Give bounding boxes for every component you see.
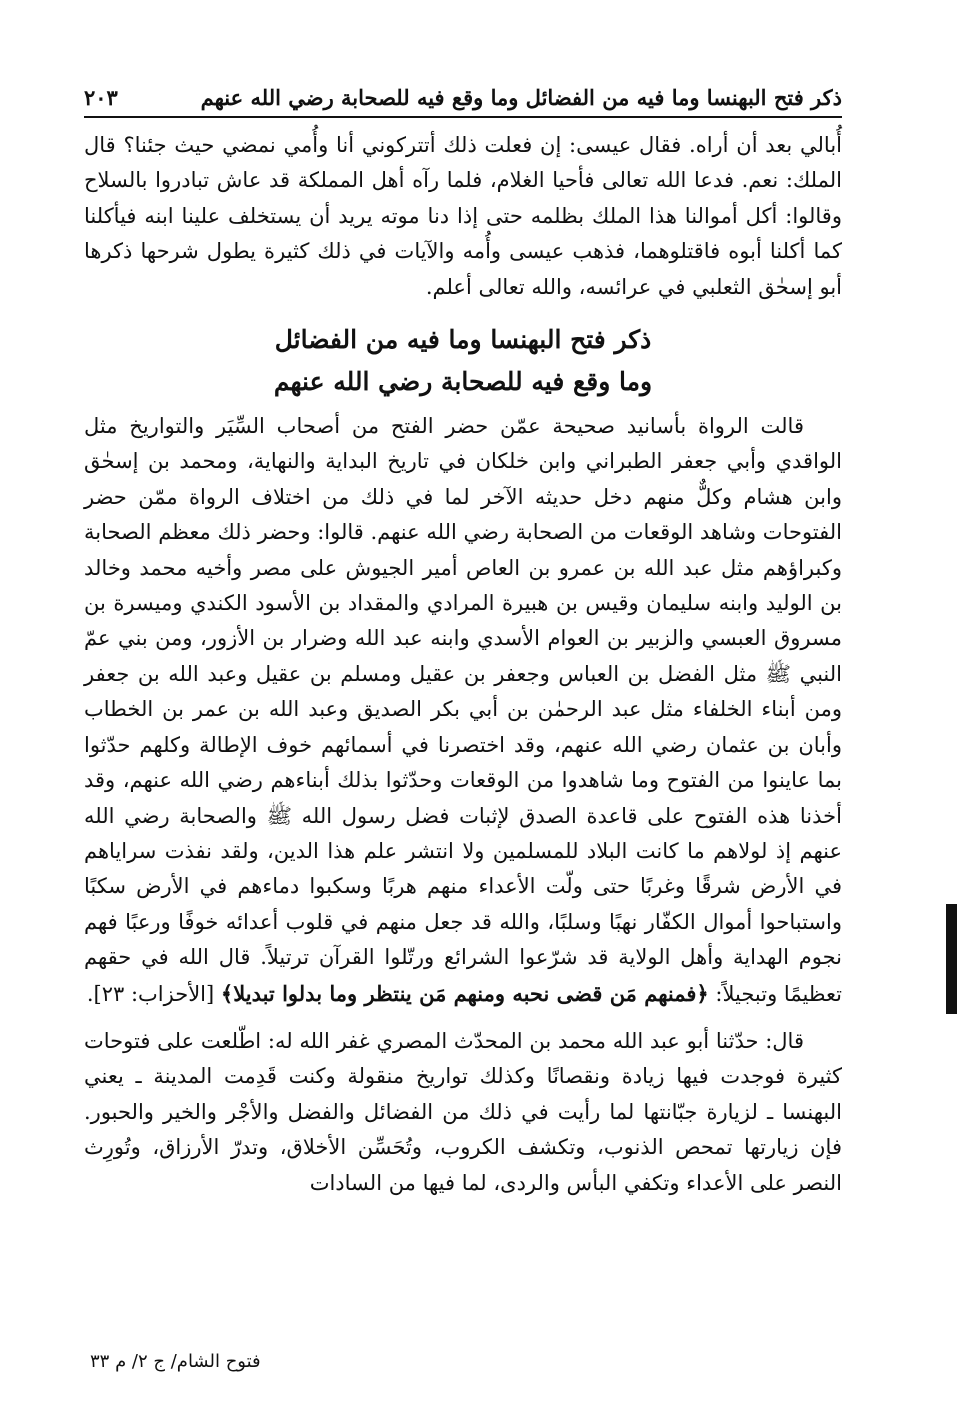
paragraph-gap <box>84 1012 842 1024</box>
running-header <box>84 84 842 118</box>
section-title-line-2: وما وقع فيه للصحابة رضي الله عنهم <box>273 367 653 397</box>
verse-citation: [الأحزاب: ٢٣]. <box>86 981 221 1006</box>
thumb-index-mark <box>946 904 957 1014</box>
signature-mark: فتوح الشام/ ج ٢/ م ٣٣ <box>90 1351 261 1372</box>
section-heading <box>84 319 842 403</box>
section-body-text: قالت الرواة بأسانيد صحيحة عمّن حضر الفتح من أصحاب السِّيَر والتواريخ مثل الواقدي وأبي جعفر الطبراني وابن خلكان في تاريخ البداية والنهاية، ومحمد بن إسحٰق وابن هشام وكلٌّ منهم دخل حديثه الآخر لما في ذلك من اختلاف الرواة ممّن حضر الفتوحات وشاهد الوقعات من الصحابة رضي الله عنهم. قالوا: وحضر ذلك معظم الصحابة وكبراؤهم مثل عبد الله بن عمرو بن العاص أمير الجيوش على مصر وأخيه محمد وخالد بن الوليد وابنه سليمان وقيس بن هبيرة المرادي والمقداد بن الأسود الكندي وميسرة بن مسروق العبسي والزبير بن العوام الأسدي وابنه عبد الله وضرار بن الأزور، ومن بني عمّ النبي ﷺ مثل الفضل بن العباس وجعفر بن عقيل ومسلم بن عقيل وعبد الله بن جعفر ومن أبناء الخلفاء مثل عبد الرحمٰن بن أبي بكر الصديق وعبد الله بن عمر بن الخطاب وأبان بن عثمان رضي الله عنهم، وقد اختصرنا في أسمائهم خوف الإطالة وكلهم حدّثوا بما عاينوا من الفتوح وما شاهدوا من الوقعات وحدّثوا بذلك أبناءهم رضي الله عنهم، وقد أخذنا هذه الفتوح على قاعدة الصدق لإثبات فضل رسول الله ﷺ والصحابة رضي الله عنهم إذ لولاهم ما كانت البلاد للمسلمين ولا انتشر علم هذا الدين، ولقد نفذت سراياهم في الأرض شرقًا وغربًا حتى ولّت الأعداء منهم هربًا وسكبوا دماءهم في الأرض سكبًا واستباحوا أموال الكفّار نهبًا وسلبًا، والله قد جعل منهم في قلوب أعدائه خوفًا ورعبًا فهم نجوم الهداية وأهل الولاية قد شرّعوا الشرائع ورتّلوا القرآن ترتيلاً. قال الله في حقهم تعظيمًا وتبجيلاً: <box>84 414 842 1006</box>
section-paragraph <box>84 409 842 1012</box>
quran-verse: ﴿فمنهم مَن قضى نحبه ومنهم مَن ينتظر وما بدلوا تبديلا﴾ <box>220 980 709 1006</box>
intro-paragraph: أُبالي بعد أن أراه. فقال عيسى: إن فعلت ذلك أتتركوني أنا وأُمي نمضي حيث جئنا؟ قال الملك: نعم. فدعا الله تعالى فأحيا الغلام، فلما رآه أهل المملكة قد عاش تبادروا بالسلاح وقالوا: أكل أموالنا هذا الملك بظلمه حتى إذا دنا موته يريد أن يستخلف علينا ابنه فيأكلنا كما أكلنا أبوه فاقتلوهما، فذهب عيسى وأُمه والآيات في ذلك كثيرة يطول شرحها ذكرها أبو إسحٰق الثعلبي في عرائسه، والله تعالى أعلم. <box>84 133 842 299</box>
closing-paragraph: قال: حدّثنا أبو عبد الله محمد بن المحدّث المصري غفر الله له: اطّلعت على فتوحات كثيرة فوجدت فيها زيادة ونقصانًا وكذلك تواريخ منقولة وكنت قَدِمت المدينة ـ يعني البهنسا ـ لزيارة جبّانتها لما رأيت في ذلك من الفضائل والفضل والأجْر والخير والحبور. فإن زيارتها تمحص الذنوب، وتكشف الكروب، وتُحَسِّن الأخلاق، وتدرّ الأرزاق، وتُورِث النصر على الأعداء وتكفي البأس والردى، لما فيها من السادات <box>84 1028 842 1195</box>
page-number: ٢٠٣ <box>84 85 118 110</box>
section-title-line-1: ذكر فتح البهنسا وما فيه من الفضائل <box>274 325 652 355</box>
page <box>84 84 842 1201</box>
running-title: ذكر فتح البهنسا وما فيه من الفضائل وما وقع فيه للصحابة رضي الله عنهم <box>200 85 842 110</box>
